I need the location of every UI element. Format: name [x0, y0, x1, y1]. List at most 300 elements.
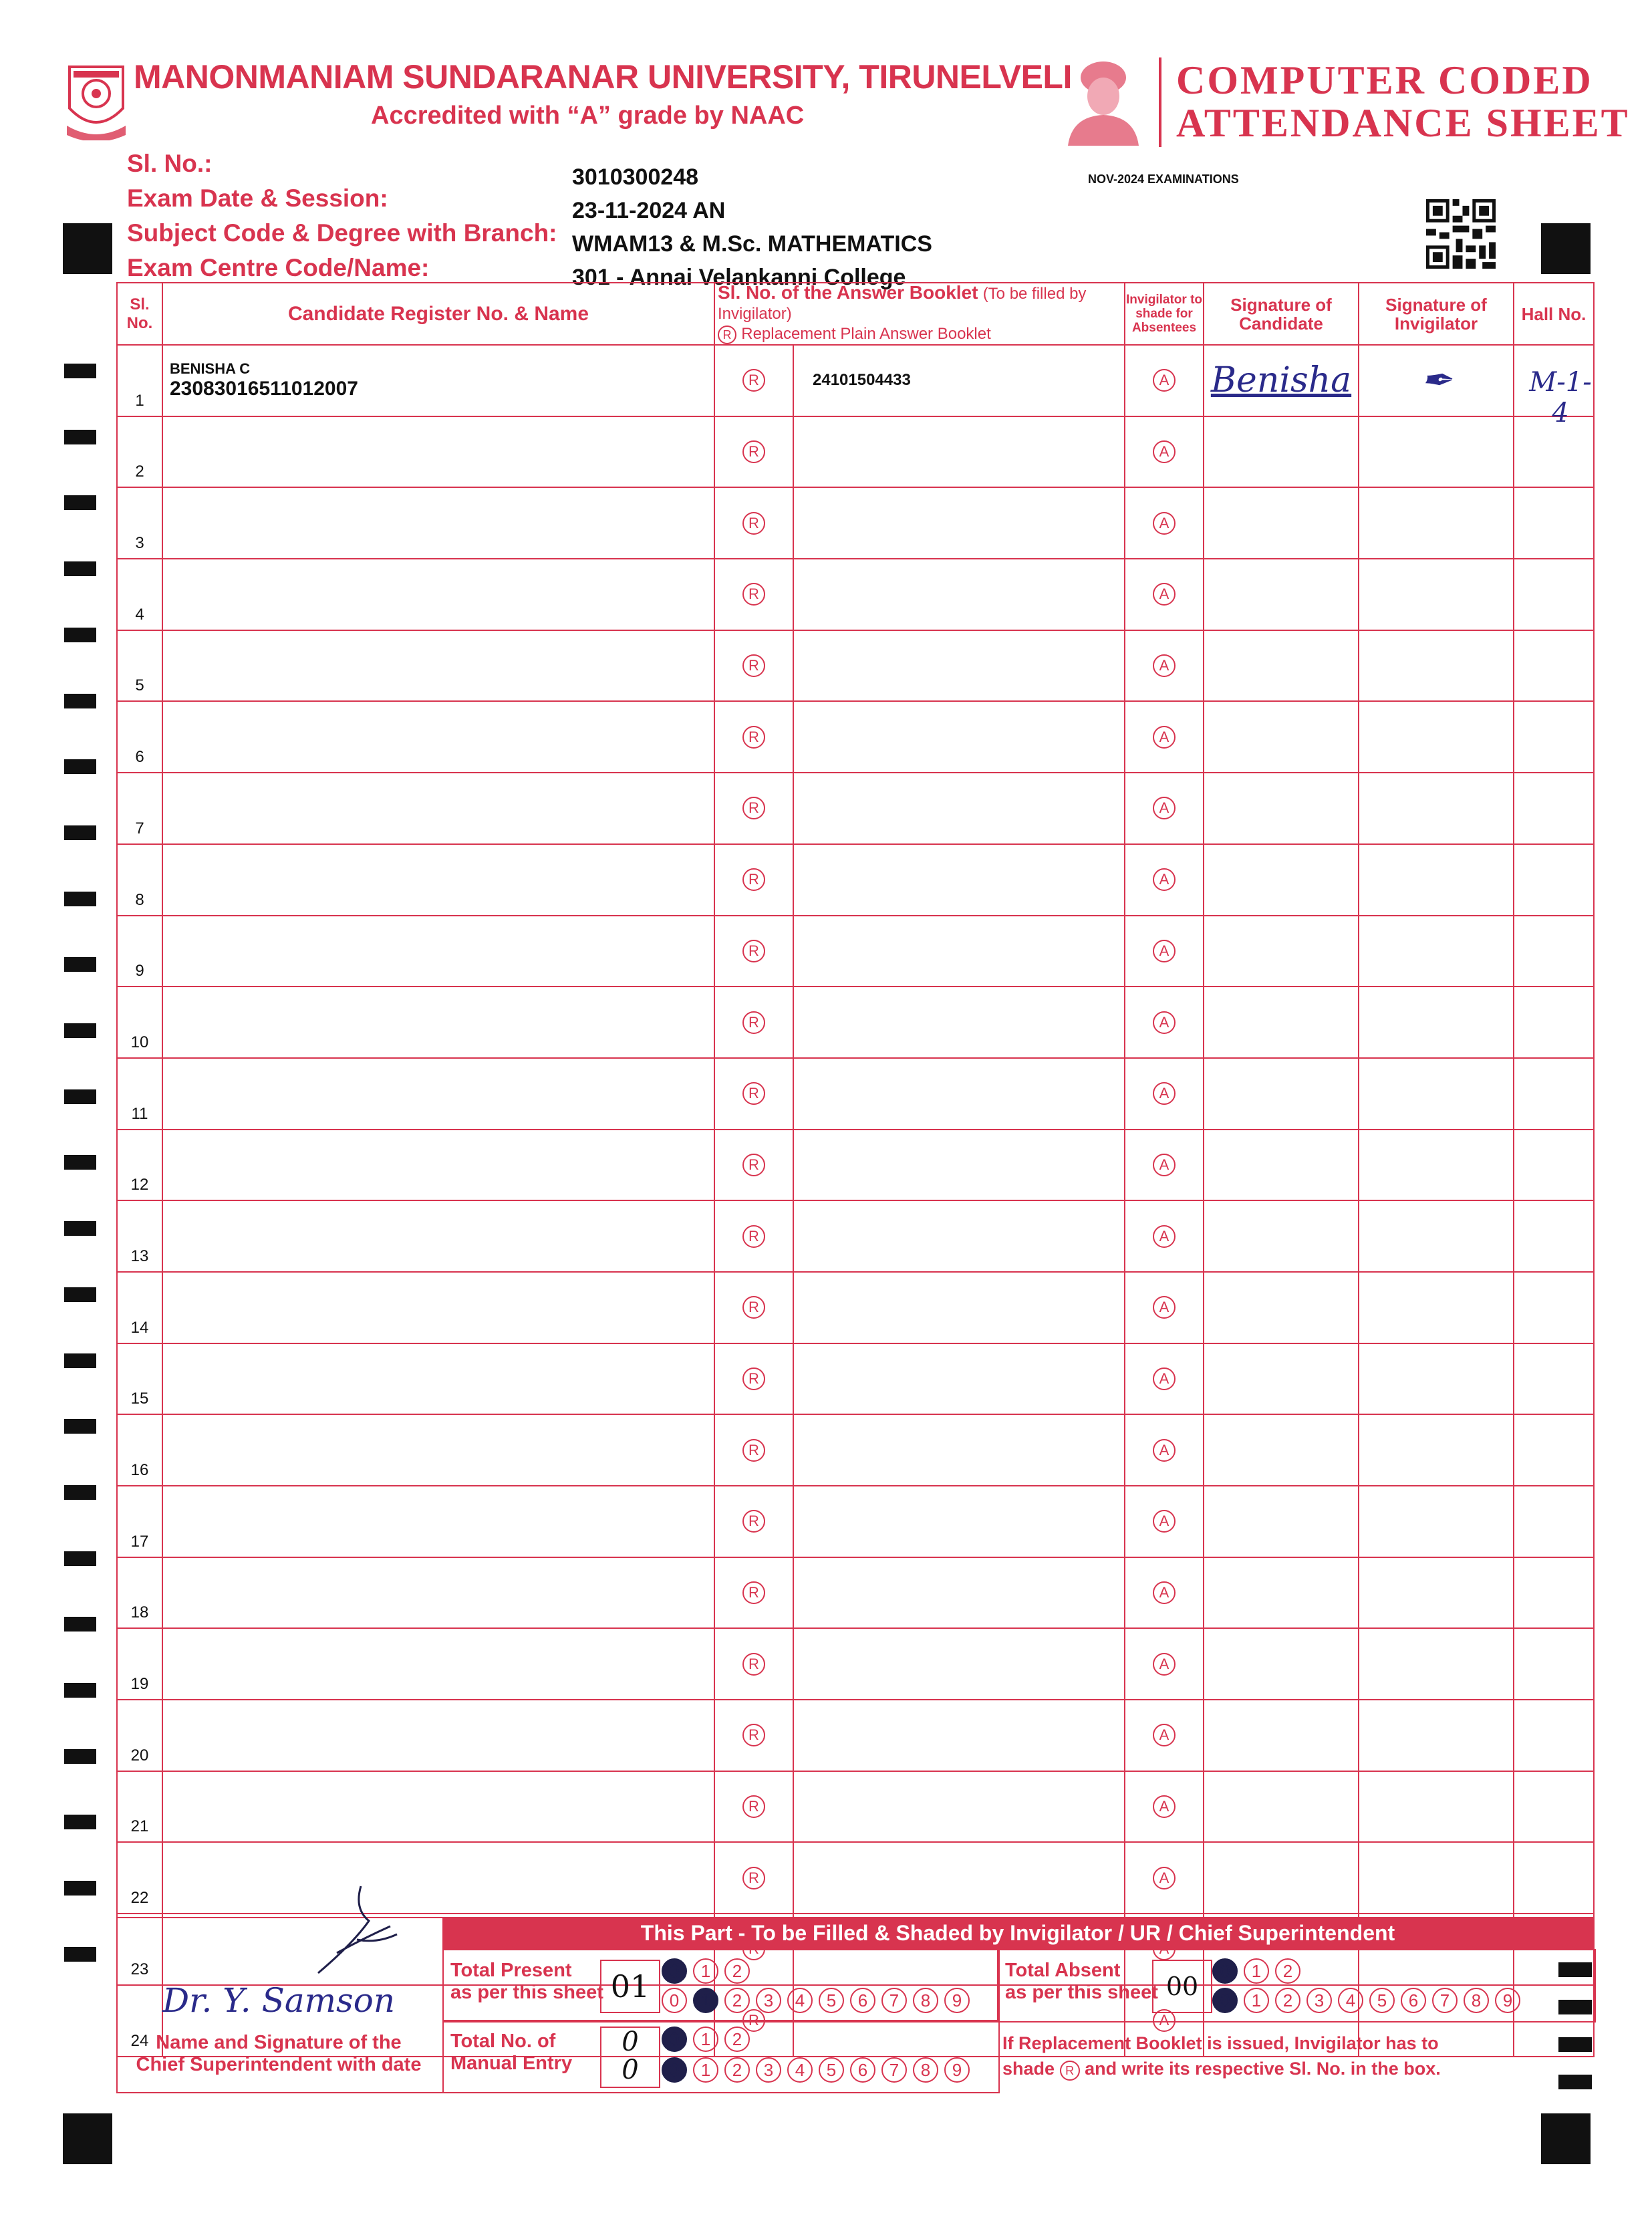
digit-bubble[interactable]: 1: [1244, 1988, 1269, 2013]
digit-bubble[interactable]: 5: [819, 2057, 844, 2083]
candidate-register-no: 23083016511012007: [170, 378, 358, 400]
row-absentee-bubble[interactable]: [1125, 1842, 1204, 1914]
timing-mark: [64, 364, 96, 378]
table-row: [117, 487, 1594, 559]
digit-bubble[interactable]: 6: [1401, 1988, 1426, 2013]
row-replacement-bubble[interactable]: [714, 1058, 793, 1130]
row-absentee-bubble[interactable]: [1125, 1343, 1204, 1415]
row-candidate-signature[interactable]: [1204, 345, 1359, 416]
row-invigilator-signature[interactable]: [1359, 1557, 1514, 1629]
absent-tens-bubbles[interactable]: [1212, 1958, 1300, 1984]
replacement-r-icon: R: [1060, 2061, 1080, 2081]
table-row: [117, 1414, 1594, 1486]
row-booklet-no[interactable]: [793, 1058, 1125, 1130]
row-invigilator-signature[interactable]: [1359, 916, 1514, 987]
row-absentee-bubble[interactable]: [1125, 487, 1204, 559]
header-booklet: [714, 283, 1125, 345]
row-candidate-signature[interactable]: [1204, 773, 1359, 844]
row-sl-no: 24: [117, 1985, 162, 2057]
absentee-a-icon[interactable]: A: [1153, 369, 1176, 392]
row-booklet-no[interactable]: [793, 1771, 1125, 1843]
timing-mark: [64, 1617, 96, 1631]
row-invigilator-signature[interactable]: [1359, 1842, 1514, 1914]
row-booklet-no[interactable]: [793, 1272, 1125, 1343]
digit-bubble[interactable]: 3: [1306, 1988, 1332, 2013]
row-hall-no[interactable]: [1514, 630, 1594, 702]
digit-bubble[interactable]: 1: [693, 1958, 718, 1984]
accreditation-text: Accredited with “A” grade by NAAC: [371, 102, 805, 130]
row-absentee-bubble[interactable]: [1125, 1130, 1204, 1201]
row-booklet-no[interactable]: [793, 987, 1125, 1058]
row-booklet-no[interactable]: [793, 701, 1125, 773]
row-candidate-signature[interactable]: [1204, 1628, 1359, 1700]
row-sl-no: 15: [117, 1343, 162, 1415]
row-booklet-no[interactable]: [793, 1700, 1125, 1771]
row-sl-no: 1: [117, 345, 162, 416]
replacement-r-icon[interactable]: R: [742, 797, 765, 819]
row-hall-no[interactable]: [1514, 1842, 1594, 1914]
row-invigilator-signature[interactable]: [1359, 1414, 1514, 1486]
row-candidate-signature[interactable]: [1204, 1130, 1359, 1201]
summary-section: [116, 1917, 1593, 2093]
row-absentee-bubble[interactable]: [1125, 1272, 1204, 1343]
replacement-r-icon[interactable]: R: [742, 654, 765, 677]
row-replacement-bubble[interactable]: [714, 1700, 793, 1771]
row-absentee-bubble[interactable]: [1125, 844, 1204, 916]
absentee-a-icon[interactable]: A: [1153, 654, 1176, 677]
row-booklet-no[interactable]: [793, 916, 1125, 987]
row-hall-no[interactable]: [1514, 987, 1594, 1058]
row-candidate-signature[interactable]: [1204, 844, 1359, 916]
row-replacement-bubble[interactable]: [714, 1486, 793, 1557]
row-candidate: [162, 1414, 714, 1486]
replacement-note-rest: and write its respective Sl. No. in the box.: [1085, 2059, 1441, 2079]
row-absentee-bubble[interactable]: [1125, 1200, 1204, 1272]
row-hall-no[interactable]: [1514, 1557, 1594, 1629]
row-candidate-signature[interactable]: [1204, 1486, 1359, 1557]
qr-code-icon: [1426, 199, 1496, 269]
digit-bubble[interactable]: 0: [662, 2057, 687, 2083]
row-hall-no[interactable]: [1514, 1200, 1594, 1272]
table-row: [117, 701, 1594, 773]
digit-bubble[interactable]: 7: [1432, 1988, 1458, 2013]
invigilator-signature: ✒: [1420, 358, 1452, 402]
row-sl-no: 17: [117, 1486, 162, 1557]
row-hall-no[interactable]: [1514, 487, 1594, 559]
row-candidate-signature[interactable]: [1204, 559, 1359, 630]
row-invigilator-signature[interactable]: [1359, 1058, 1514, 1130]
row-candidate-signature[interactable]: [1204, 916, 1359, 987]
row-booklet-no[interactable]: [793, 487, 1125, 559]
row-booklet-no[interactable]: [793, 1343, 1125, 1415]
replacement-note-shade: shade: [1002, 2059, 1055, 2079]
digit-bubble[interactable]: 2: [1275, 1958, 1300, 1984]
row-replacement-bubble[interactable]: [714, 1842, 793, 1914]
row-replacement-bubble[interactable]: [714, 916, 793, 987]
row-absentee-bubble[interactable]: [1125, 345, 1204, 416]
digit-bubble[interactable]: 1: [693, 1988, 718, 2013]
absentee-a-icon[interactable]: A: [1153, 1724, 1176, 1746]
timing-mark: [64, 1485, 96, 1500]
row-candidate-signature[interactable]: [1204, 701, 1359, 773]
row-candidate-signature[interactable]: [1204, 1343, 1359, 1415]
row-booklet-no[interactable]: [793, 1130, 1125, 1201]
row-hall-no[interactable]: [1514, 916, 1594, 987]
digit-bubble[interactable]: 0: [662, 2027, 687, 2052]
table-row: [117, 844, 1594, 916]
timing-mark: [64, 628, 96, 642]
present-units-bubbles[interactable]: [662, 1988, 970, 2013]
row-booklet-no[interactable]: [793, 1486, 1125, 1557]
row-replacement-bubble[interactable]: [714, 1200, 793, 1272]
digit-bubble[interactable]: 4: [787, 2057, 813, 2083]
replacement-r-icon[interactable]: R: [742, 940, 765, 962]
subject-value: WMAM13 & M.Sc. MATHEMATICS: [572, 231, 932, 257]
row-candidate-signature[interactable]: [1204, 416, 1359, 488]
present-tens-bubbles[interactable]: [662, 1958, 750, 1984]
replacement-r-icon[interactable]: R: [742, 440, 765, 463]
row-candidate-signature[interactable]: [1204, 1058, 1359, 1130]
absentee-a-icon[interactable]: A: [1153, 1154, 1176, 1176]
absentee-a-icon[interactable]: A: [1153, 1510, 1176, 1533]
row-sl-no: 11: [117, 1058, 162, 1130]
absentee-a-icon[interactable]: A: [1153, 512, 1176, 535]
total-present-entry[interactable]: 01: [600, 1960, 660, 2013]
candidate-name: BENISHA C: [170, 360, 251, 378]
replacement-r-icon[interactable]: R: [742, 1510, 765, 1533]
row-replacement-bubble[interactable]: [714, 487, 793, 559]
exam-date-label: Exam Date & Session:: [127, 184, 388, 212]
row-invigilator-signature[interactable]: [1359, 487, 1514, 559]
digit-bubble[interactable]: 1: [1244, 1958, 1269, 1984]
digit-bubble[interactable]: 3: [756, 1988, 781, 2013]
timing-mark: [64, 1353, 96, 1368]
row-sl-no: 10: [117, 987, 162, 1058]
row-absentee-bubble[interactable]: [1125, 1628, 1204, 1700]
digit-bubble[interactable]: 6: [850, 2057, 875, 2083]
row-absentee-bubble[interactable]: [1125, 916, 1204, 987]
row-candidate-signature[interactable]: [1204, 987, 1359, 1058]
row-invigilator-signature[interactable]: [1359, 559, 1514, 630]
row-candidate-signature[interactable]: [1204, 1771, 1359, 1843]
row-booklet-no[interactable]: [793, 1842, 1125, 1914]
row-absentee-bubble[interactable]: [1125, 1486, 1204, 1557]
timing-mark: [64, 1881, 96, 1896]
row-sl-no: 6: [117, 701, 162, 773]
row-replacement-bubble[interactable]: [714, 1343, 793, 1415]
absentee-a-icon[interactable]: A: [1153, 2009, 1176, 2032]
table-row: [117, 987, 1594, 1058]
absentee-a-icon[interactable]: A: [1153, 1795, 1176, 1818]
row-replacement-bubble[interactable]: [714, 1771, 793, 1843]
timing-mark: [64, 1023, 96, 1038]
row-hall-no[interactable]: [1514, 701, 1594, 773]
digit-bubble[interactable]: 8: [913, 2057, 938, 2083]
row-absentee-bubble[interactable]: [1125, 1058, 1204, 1130]
digit-bubble[interactable]: 1: [693, 2057, 718, 2083]
row-replacement-bubble[interactable]: [714, 1272, 793, 1343]
digit-bubble[interactable]: 0: [662, 1958, 687, 1984]
row-invigilator-signature[interactable]: [1359, 630, 1514, 702]
row-hall-no[interactable]: [1514, 844, 1594, 916]
row-candidate: [162, 1130, 714, 1201]
university-logo: [64, 61, 128, 140]
digit-bubble[interactable]: 0: [1212, 1988, 1238, 2013]
sheet-title: [1176, 59, 1630, 144]
digit-bubble[interactable]: 2: [724, 2027, 750, 2052]
header-hall-no: Hall No.: [1514, 283, 1594, 345]
digit-bubble[interactable]: 8: [1464, 1988, 1489, 2013]
replacement-r-icon[interactable]: R: [742, 1082, 765, 1105]
row-replacement-bubble[interactable]: [714, 844, 793, 916]
digit-bubble[interactable]: 4: [787, 1988, 813, 2013]
replacement-r-icon[interactable]: R: [742, 1867, 765, 1889]
header-booklet-note: (To be filled by Invigilator): [718, 285, 1087, 323]
row-invigilator-signature[interactable]: [1359, 1343, 1514, 1415]
manual-entry-value-1: 0: [622, 2027, 639, 2057]
table-row: [117, 345, 1594, 416]
replacement-r-icon[interactable]: R: [742, 512, 765, 535]
digit-bubble[interactable]: 0: [1212, 1958, 1238, 1984]
alignment-mark: [1541, 2113, 1591, 2164]
absentee-a-icon[interactable]: A: [1153, 940, 1176, 962]
row-candidate: [162, 1771, 714, 1843]
row-hall-no[interactable]: [1514, 1130, 1594, 1201]
chief-signature: Dr. Y. Samson: [162, 1981, 396, 2020]
row-absentee-bubble[interactable]: [1125, 416, 1204, 488]
row-hall-no[interactable]: [1514, 416, 1594, 488]
chief-label-line-1: Name and Signature of the: [156, 2032, 402, 2053]
row-booklet-no[interactable]: [793, 345, 1125, 416]
replacement-r-icon[interactable]: R: [742, 1011, 765, 1034]
replacement-r-icon[interactable]: R: [742, 1225, 765, 1248]
manual-entry-box-value[interactable]: [600, 2027, 660, 2088]
row-absentee-bubble[interactable]: [1125, 701, 1204, 773]
row-replacement-bubble[interactable]: [714, 416, 793, 488]
row-booklet-no[interactable]: [793, 1557, 1125, 1629]
row-booklet-no[interactable]: [793, 1628, 1125, 1700]
row-candidate: [162, 559, 714, 630]
row-booklet-no[interactable]: [793, 1414, 1125, 1486]
row-absentee-bubble[interactable]: [1125, 559, 1204, 630]
row-hall-no[interactable]: [1514, 773, 1594, 844]
absentee-a-icon[interactable]: A: [1153, 583, 1176, 606]
row-invigilator-signature[interactable]: [1359, 1272, 1514, 1343]
row-booklet-no[interactable]: [793, 559, 1125, 630]
row-absentee-bubble[interactable]: [1125, 773, 1204, 844]
row-replacement-bubble[interactable]: [714, 987, 793, 1058]
row-invigilator-signature[interactable]: [1359, 345, 1514, 416]
replacement-r-icon[interactable]: R: [742, 1795, 765, 1818]
digit-bubble[interactable]: 1: [693, 2027, 718, 2052]
timing-mark: [64, 825, 96, 840]
row-candidate-signature[interactable]: [1204, 630, 1359, 702]
digit-bubble[interactable]: 8: [913, 1988, 938, 2013]
row-invigilator-signature[interactable]: [1359, 1486, 1514, 1557]
absentee-a-icon[interactable]: A: [1153, 1011, 1176, 1034]
row-invigilator-signature[interactable]: [1359, 987, 1514, 1058]
row-hall-no[interactable]: [1514, 1272, 1594, 1343]
timing-mark: [64, 495, 96, 510]
timing-mark: [64, 1155, 96, 1170]
row-invigilator-signature[interactable]: [1359, 416, 1514, 488]
replacement-r-icon[interactable]: R: [742, 2009, 765, 2032]
row-booklet-no[interactable]: [793, 1200, 1125, 1272]
row-replacement-bubble[interactable]: [714, 559, 793, 630]
table-row: [117, 1200, 1594, 1272]
digit-bubble[interactable]: 6: [850, 1988, 875, 2013]
row-sl-no: 22: [117, 1842, 162, 1914]
row-absentee-bubble[interactable]: [1125, 630, 1204, 702]
replacement-r-icon[interactable]: R: [742, 1296, 765, 1319]
digit-bubble[interactable]: 2: [1275, 1988, 1300, 2013]
row-invigilator-signature[interactable]: [1359, 844, 1514, 916]
manual-entry-label-line-1: Total No. of: [450, 2031, 556, 2052]
absentee-a-icon[interactable]: A: [1153, 1581, 1176, 1604]
absentee-a-icon[interactable]: A: [1153, 1439, 1176, 1462]
row-invigilator-signature[interactable]: [1359, 773, 1514, 844]
digit-bubble[interactable]: 9: [944, 1988, 970, 2013]
replacement-r-icon[interactable]: R: [742, 369, 765, 392]
row-absentee-bubble[interactable]: [1125, 1414, 1204, 1486]
timing-mark: [64, 1089, 96, 1104]
replacement-r-icon[interactable]: R: [742, 1581, 765, 1604]
alignment-mark: [63, 223, 112, 274]
timing-mark: [64, 430, 96, 444]
table-row: [117, 916, 1594, 987]
row-replacement-bubble[interactable]: [714, 773, 793, 844]
digit-bubble[interactable]: 3: [756, 2057, 781, 2083]
header-divider: [1159, 57, 1161, 147]
replacement-r-icon[interactable]: R: [742, 868, 765, 891]
row-replacement-bubble[interactable]: [714, 630, 793, 702]
row-replacement-bubble[interactable]: [714, 701, 793, 773]
timing-mark: [64, 1221, 96, 1236]
row-hall-no[interactable]: [1514, 345, 1594, 429]
row-absentee-bubble[interactable]: [1125, 1771, 1204, 1843]
row-hall-no[interactable]: [1514, 1628, 1594, 1700]
total-absent-label: [1005, 1960, 1158, 2004]
timing-mark: [64, 957, 96, 972]
row-hall-no[interactable]: [1514, 1700, 1594, 1771]
replacement-r-icon[interactable]: R: [742, 1724, 765, 1746]
row-replacement-bubble[interactable]: [714, 1130, 793, 1201]
table-row: [117, 1343, 1594, 1415]
digit-bubble[interactable]: 2: [724, 1958, 750, 1984]
row-invigilator-signature[interactable]: [1359, 701, 1514, 773]
chief-signature-scribble: [297, 1882, 410, 1989]
sheet-title-line-1: COMPUTER CODED: [1176, 58, 1593, 102]
row-candidate: [162, 1700, 714, 1771]
row-candidate-signature[interactable]: [1204, 1842, 1359, 1914]
row-hall-no[interactable]: [1514, 1058, 1594, 1130]
absent-units-bubbles[interactable]: [1212, 1988, 1520, 2013]
header-candidate: Candidate Register No. & Name: [162, 283, 714, 345]
replacement-r-icon[interactable]: R: [742, 583, 765, 606]
row-booklet-no[interactable]: [793, 773, 1125, 844]
row-candidate-signature[interactable]: [1204, 1557, 1359, 1629]
replacement-r-icon[interactable]: R: [742, 1367, 765, 1390]
row-absentee-bubble[interactable]: [1125, 1700, 1204, 1771]
absentee-a-icon[interactable]: A: [1153, 797, 1176, 819]
row-replacement-bubble[interactable]: [714, 1557, 793, 1629]
row-invigilator-signature[interactable]: [1359, 1700, 1514, 1771]
absentee-a-icon[interactable]: A: [1153, 1653, 1176, 1676]
absentee-a-icon[interactable]: A: [1153, 1867, 1176, 1889]
row-sl-no: 14: [117, 1272, 162, 1343]
absentee-a-icon[interactable]: A: [1153, 1367, 1176, 1390]
row-candidate-signature[interactable]: [1204, 487, 1359, 559]
digit-bubble[interactable]: 5: [819, 1988, 844, 2013]
row-invigilator-signature[interactable]: [1359, 1628, 1514, 1700]
absentee-a-icon[interactable]: A: [1153, 726, 1176, 749]
digit-bubble[interactable]: 0: [662, 1988, 687, 2013]
total-absent-label-line-1: Total Absent: [1005, 1960, 1121, 1981]
row-hall-no[interactable]: [1514, 1414, 1594, 1486]
row-hall-no[interactable]: [1514, 1771, 1594, 1843]
replacement-r-icon[interactable]: R: [742, 1653, 765, 1676]
total-present-label-line-2: as per this sheet: [450, 1982, 603, 2003]
timing-mark: [64, 1683, 96, 1698]
manual-units-bubbles[interactable]: [662, 2057, 970, 2083]
row-candidate-signature[interactable]: [1204, 1200, 1359, 1272]
manual-tens-bubbles[interactable]: [662, 2027, 750, 2052]
row-candidate: [162, 987, 714, 1058]
row-replacement-bubble[interactable]: [714, 1414, 793, 1486]
digit-bubble[interactable]: 9: [944, 2057, 970, 2083]
row-invigilator-signature[interactable]: [1359, 1771, 1514, 1843]
total-absent-entry[interactable]: 00: [1152, 1960, 1212, 2013]
row-sl-no: 12: [117, 1130, 162, 1201]
row-absentee-bubble[interactable]: [1125, 1557, 1204, 1629]
row-candidate-signature[interactable]: [1204, 1272, 1359, 1343]
digit-bubble[interactable]: 4: [1338, 1988, 1363, 2013]
replacement-r-icon[interactable]: R: [742, 1439, 765, 1462]
digit-bubble[interactable]: 2: [724, 1988, 750, 2013]
row-hall-no[interactable]: [1514, 1343, 1594, 1415]
digit-bubble[interactable]: 2: [724, 2057, 750, 2083]
row-sl-no: 18: [117, 1557, 162, 1629]
absentee-a-icon[interactable]: A: [1153, 1082, 1176, 1105]
digit-bubble[interactable]: 5: [1369, 1988, 1395, 2013]
row-candidate-signature[interactable]: [1204, 1700, 1359, 1771]
absentee-a-icon[interactable]: A: [1153, 1296, 1176, 1319]
absentee-a-icon[interactable]: A: [1153, 868, 1176, 891]
row-absentee-bubble[interactable]: [1125, 987, 1204, 1058]
row-sl-no: 8: [117, 844, 162, 916]
row-hall-no[interactable]: [1514, 559, 1594, 630]
total-present-label-line-1: Total Present: [450, 1960, 572, 1981]
replacement-r-icon[interactable]: R: [742, 1154, 765, 1176]
row-invigilator-signature[interactable]: [1359, 1200, 1514, 1272]
row-booklet-no[interactable]: [793, 630, 1125, 702]
row-replacement-bubble[interactable]: [714, 1628, 793, 1700]
digit-bubble[interactable]: 7: [881, 1988, 907, 2013]
replacement-r-icon[interactable]: R: [742, 726, 765, 749]
row-replacement-bubble[interactable]: [714, 345, 793, 416]
absentee-a-icon[interactable]: A: [1153, 440, 1176, 463]
row-candidate-signature[interactable]: [1204, 1414, 1359, 1486]
digit-bubble[interactable]: 7: [881, 2057, 907, 2083]
row-hall-no[interactable]: [1514, 1486, 1594, 1557]
row-booklet-no[interactable]: [793, 844, 1125, 916]
digit-bubble[interactable]: 9: [1495, 1988, 1520, 2013]
absentee-a-icon[interactable]: A: [1153, 1225, 1176, 1248]
row-sl-no: 2: [117, 416, 162, 488]
row-invigilator-signature[interactable]: [1359, 1130, 1514, 1201]
row-candidate: [162, 916, 714, 987]
row-booklet-no[interactable]: [793, 416, 1125, 488]
